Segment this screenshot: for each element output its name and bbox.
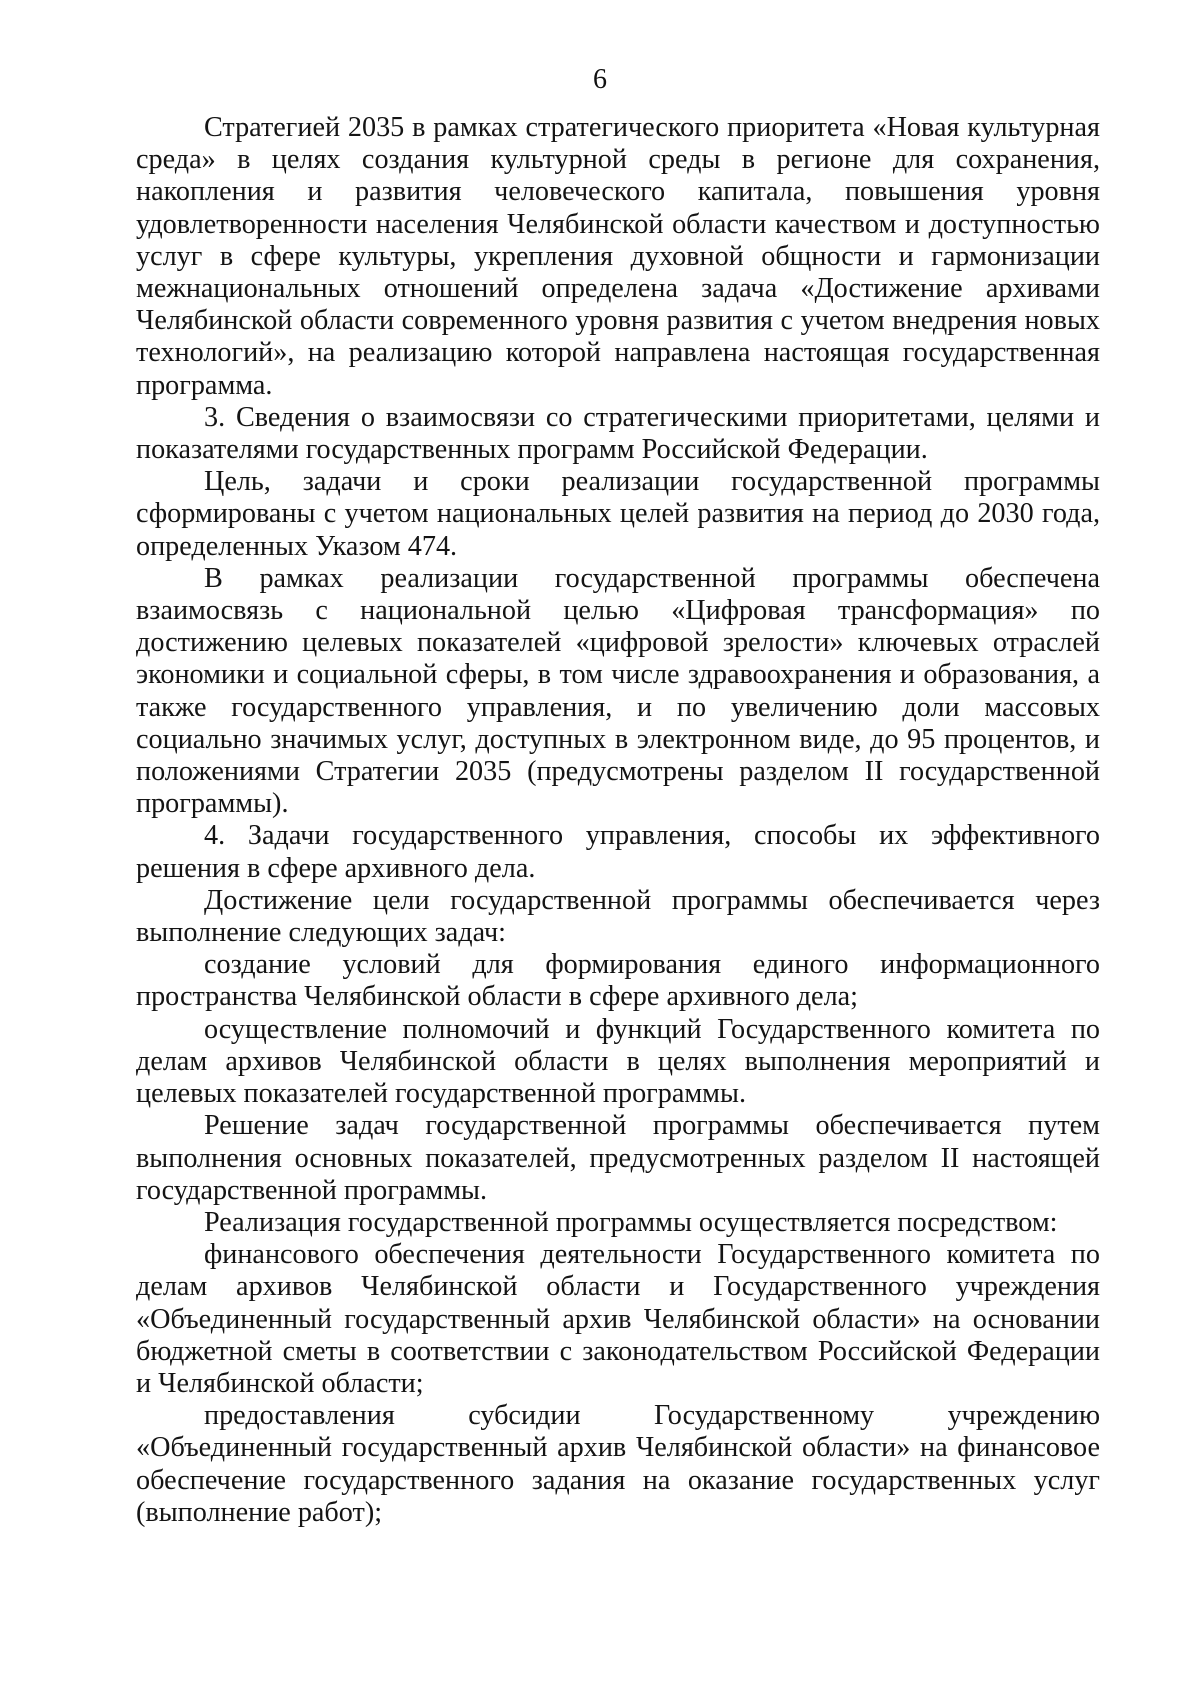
list-item-information-space: создание условий для формирования единого информационного пространства Челябинской области в сфере архивного дела; [136, 949, 1100, 1013]
list-item-committee-powers: осуществление полномочий и функций Государственного комитета по делам архивов Челябинской области в целях выполнения мероприятий и целевых показателей государственной программы. [136, 1013, 1100, 1110]
document-body [136, 112, 1100, 1529]
paragraph-task-solution: Решение задач государственной программы обеспечивается путем выполнения основных показателей, предусмотренных разделом II настоящей государственной программы. [136, 1110, 1100, 1206]
section-heading-4: 4. Задачи государственного управления, способы их эффективного решения в сфере архивного дела. [136, 820, 1100, 884]
paragraph-strategy-2035: Стратегией 2035 в рамках стратегического приоритета «Новая культурная среда» в целях создания культурной среды в регионе для сохранения, накопления и развития человеческого капитала, повышения уровня удовлетворенности населения Челябинской области качеством и доступностью услуг в сфере культуры, укрепления духовной общности и гармонизации межнациональных отношений определена задача «Достижение архивами Челябинской области современного уровня развития с учетом внедрения новых технологий», на реализацию которой направлена настоящая государственная программа. [136, 112, 1100, 401]
paragraph-goals-and-timing: Цель, задачи и сроки реализации государственной программы сформированы с учетом национальных целей развития на период до 2030 года, определенных Указом 474. [136, 466, 1100, 562]
list-item-financial-support: финансового обеспечения деятельности Государственного комитета по делам архивов Челябинской области и Государственного учреждения «Объединенный государственный архив Челябинской области» на основании бюджетной сметы в соответствии с законодательством Российской Федерации и Челябинской области; [136, 1239, 1100, 1399]
paragraph-goal-achievement: Достижение цели государственной программы обеспечивается через выполнение следующих задач: [136, 884, 1100, 949]
paragraph-implementation-means: Реализация государственной программы осуществляется посредством: [204, 1206, 1058, 1238]
list-item-subsidy: предоставления субсидии Государственному учреждению «Объединенный государственный архив Челябинской области» на финансовое обеспечение государственного задания на оказание государственных услуг (выполнение работ); [136, 1400, 1100, 1528]
paragraph-digital-transformation: В рамках реализации государственной программы обеспечена взаимосвязь с национальной целью «Цифровая трансформация» по достижению целевых показателей «цифровой зрелости» ключевых отраслей экономики и социальной сферы, в том числе здравоохранения и образования, а также государственного управления, и по увеличению доли массовых социально значимых услуг, доступных в электронном виде, до 95 процентов, и положениями Стратегии 2035 (предусмотрены разделом II государственной программы). [136, 562, 1100, 820]
section-heading-3: 3. Сведения о взаимосвязи со стратегическими приоритетами, целями и показателями государственных программ Российской Федерации. [136, 401, 1100, 466]
page-number: 6 [593, 64, 607, 95]
